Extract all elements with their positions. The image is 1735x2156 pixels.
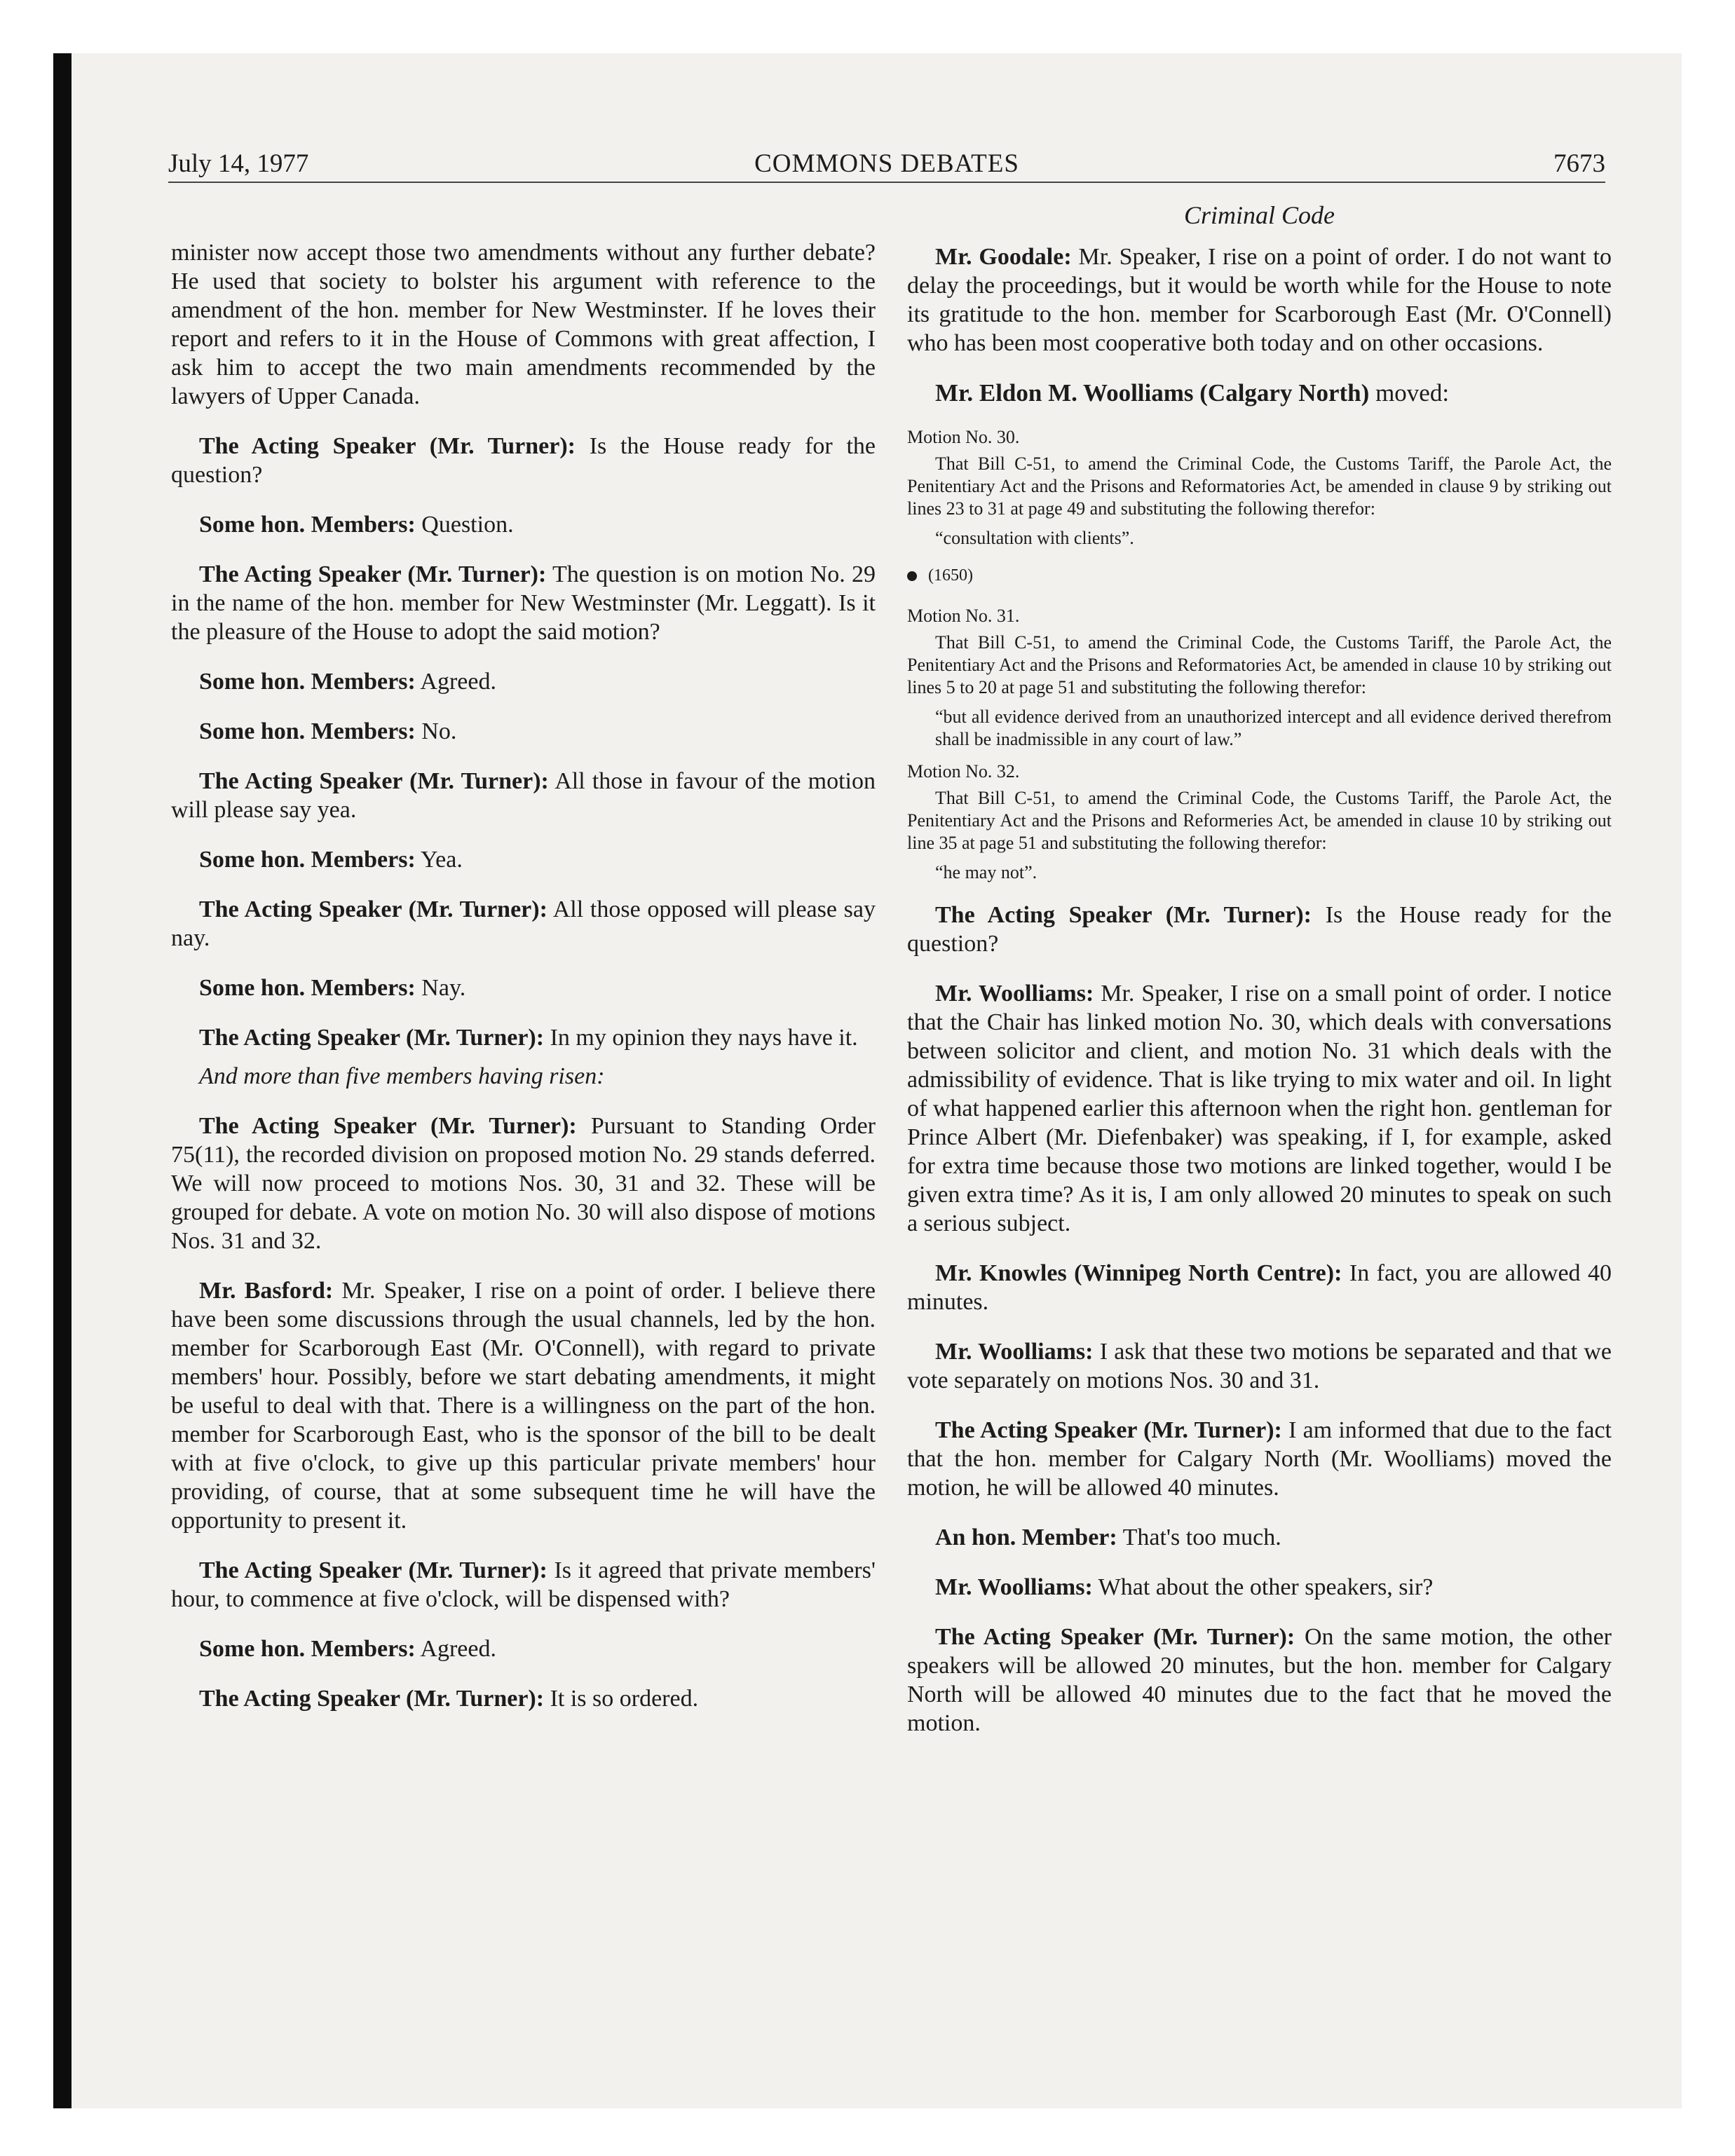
motion-number: Motion No. 32. [907, 761, 1020, 782]
paragraph [907, 1259, 1612, 1316]
paragraph [907, 1337, 1612, 1395]
paragraph [171, 1023, 876, 1052]
speaker-name: The Acting Speaker (Mr. Turner): [199, 896, 547, 922]
speech-text: I am informed that due to the fact that the hon. member for Calgary North (Mr. Woolliams) moved the motion, he will be allowed 40 minutes. [907, 1417, 1612, 1501]
speech-text: All those opposed will please say nay. [171, 896, 876, 951]
speech-text: It is so ordered. [544, 1686, 699, 1712]
binding-edge [53, 53, 72, 2108]
speaker-name: The Acting Speaker (Mr. Turner): [199, 1025, 545, 1051]
speech-text: Pursuant to Standing Order 75(11), the recorded division on proposed motion No. 29 stands deferred. We will now proceed to motions Nos. 30, 31 and 32. These will be grouped for debate. A vote on motion No. 30 will also dispose of motions Nos. 31 and 32. [171, 1113, 876, 1254]
speech-text: On the same motion, the other speakers will be allowed 20 minutes, but the hon. member for Calgary North will be allowed 40 minutes due to the fact that he moved the motion. [907, 1624, 1612, 1736]
time-marker-text: (1650) [928, 566, 973, 585]
speech-text: In my opinion they nays have it. [544, 1025, 858, 1051]
time-marker [907, 566, 1612, 585]
speaker-name: Mr. Woolliams: [935, 1339, 1094, 1365]
speaker-name: The Acting Speaker (Mr. Turner): [199, 768, 549, 794]
paragraph [171, 895, 876, 953]
motion-text: That Bill C-51, to amend the Criminal Code, the Customs Tariff, the Parole Act, the Penitentiary Act and the Prisons and Reformatories Act, be amended in clause 9 by striking out lines 23 to 31 at page 49 and substituting the following therefor: [907, 453, 1612, 519]
speaker-name: Some hon. Members: [199, 718, 416, 744]
speaker-name: Some hon. Members: [199, 1636, 416, 1662]
header-title: COMMONS DEBATES [754, 149, 1019, 178]
speech-text: Mr. Speaker, I rise on a small point of order. I notice that the Chair has linked motion No. 30, which deals with conversations between solicitor and client, and motion No. 31 which deals with the admissibility of evidence. That is like trying to mix water and oil. In light of what happened earlier this afternoon when the right hon. gentleman for Prince Albert (Mr. Diefenbaker) was speaking, if I, for example, asked for extra time because those two motions are linked together, would I be given extra time? As it is, I am only allowed 20 minutes to speak on such a serious subject. [907, 981, 1612, 1236]
speaker-name: Mr. Woolliams: [935, 1574, 1093, 1600]
paragraph [171, 845, 876, 874]
motion-text: That Bill C-51, to amend the Criminal Code, the Customs Tariff, the Parole Act, the Penitentiary Act and the Prisons and Reformatories Act, be amended in clause 10 by striking out lines 5 to 20 at page 51 and substituting the following therefor: [907, 632, 1612, 697]
speaker-name: Mr. Basford: [199, 1278, 334, 1304]
speech-text: No. [415, 718, 457, 744]
speaker-name: The Acting Speaker (Mr. Turner): [199, 1686, 545, 1712]
speech-text: What about the other speakers, sir? [1092, 1574, 1434, 1600]
motion-quote: “consultation with clients”. [935, 528, 1134, 548]
paragraph [907, 1416, 1612, 1502]
speech-text: Nay. [415, 975, 466, 1001]
bullet-icon [907, 571, 917, 581]
speaker-name: Some hon. Members: [199, 669, 416, 695]
speech-text: Agreed. [415, 1636, 496, 1662]
motion-quote: “he may not”. [935, 862, 1037, 882]
paragraph [171, 1635, 876, 1663]
paragraph [907, 901, 1612, 958]
motion-number: Motion No. 31. [907, 606, 1020, 626]
speaker-name: Mr. Goodale: [935, 244, 1072, 270]
header-page-number: 7673 [1553, 149, 1605, 178]
motion-number: Motion No. 30. [907, 427, 1020, 447]
motion-mover [907, 378, 1612, 408]
motion-quote: “but all evidence derived from an unauthorized intercept and all evidence derived therefrom shall be inadmissible in any court of law.” [935, 707, 1612, 749]
speaker-name: An hon. Member: [935, 1524, 1117, 1550]
speaker-name: Some hon. Members: [199, 975, 416, 1001]
speaker-name: The Acting Speaker (Mr. Turner): [199, 433, 576, 459]
speaker-name: The Acting Speaker (Mr. Turner): [935, 902, 1312, 928]
paragraph [171, 767, 876, 824]
speaker-name: The Acting Speaker (Mr. Turner): [199, 561, 547, 587]
speaker-name: Mr. Knowles (Winnipeg North Centre): [935, 1260, 1342, 1286]
left-column [171, 238, 876, 1734]
right-column [907, 200, 1612, 1759]
speech-text: In fact, you are allowed 40 minutes. [907, 1260, 1612, 1315]
speaker-name: The Acting Speaker (Mr. Turner): [935, 1417, 1282, 1443]
speech-text: moved: [1369, 379, 1450, 407]
speech-text: Is the House ready for the question? [171, 433, 876, 488]
paragraph [171, 432, 876, 489]
paragraph [907, 1523, 1612, 1552]
page-header [168, 149, 1605, 184]
speech-text: That's too much. [1117, 1524, 1281, 1550]
paragraph [171, 1112, 876, 1255]
speaker-name: Mr. Eldon M. Woolliams (Calgary North) [935, 379, 1370, 407]
paragraph [171, 1276, 876, 1535]
paragraph [907, 1573, 1612, 1602]
speech-text: Is it agreed that private members' hour, to commence at five o'clock, will be dispensed with? [171, 1557, 876, 1612]
paragraph [171, 974, 876, 1002]
speaker-name: Some hon. Members: [199, 512, 416, 538]
paragraph: minister now accept those two amendments without any further debate? He used that society to bolster his argument with reference to the amendment of the hon. member for New Westminster. If he loves their report and refers to it in the House of Commons with great affection, I ask him to accept the two main amendments recommended by the lawyers of Upper Canada. [171, 240, 876, 409]
speech-text: All those in favour of the motion will please say yea. [171, 768, 876, 823]
speaker-name: The Acting Speaker (Mr. Turner): [199, 1557, 547, 1583]
speech-text: Agreed. [415, 669, 496, 695]
speech-text: The question is on motion No. 29 in the name of the hon. member for New Westminster (Mr. Leggatt). Is it the pleasure of the House to adopt the said motion? [171, 561, 876, 645]
speaker-name: The Acting Speaker (Mr. Turner): [199, 1113, 577, 1139]
paragraph [907, 243, 1612, 357]
paragraph [171, 1684, 876, 1713]
section-title: Criminal Code [1183, 201, 1335, 229]
paragraph [171, 510, 876, 539]
speech-text: Yea. [415, 847, 463, 873]
paragraph [171, 667, 876, 696]
paragraph [907, 1623, 1612, 1738]
speaker-name: Mr. Woolliams: [935, 981, 1094, 1007]
speech-text: Question. [415, 512, 514, 538]
stage-direction: And more than five members having risen: [199, 1063, 605, 1089]
speech-text: I ask that these two motions be separated and that we vote separately on motions Nos. 30 and 31. [907, 1339, 1612, 1393]
header-rule [168, 182, 1605, 183]
header-date: July 14, 1977 [168, 149, 309, 178]
speech-text: Mr. Speaker, I rise on a point of order. I do not want to delay the proceedings, but it would be worth while for the House to note its gratitude to the hon. member for Scarborough East (Mr. O'Connell) who has been most cooperative both today and on other occasions. [907, 244, 1612, 356]
speech-text: Is the House ready for the question? [907, 902, 1612, 957]
speaker-name: Some hon. Members: [199, 847, 416, 873]
paragraph [907, 979, 1612, 1238]
paragraph [171, 560, 876, 646]
speaker-name: The Acting Speaker (Mr. Turner): [935, 1624, 1295, 1650]
motion-text: That Bill C-51, to amend the Criminal Code, the Customs Tariff, the Parole Act, the Penitentiary Act and the Prisons and Reformeries Act, be amended in clause 10 by striking out line 35 at page 51 and substituting the following therefor: [907, 788, 1612, 853]
paragraph [171, 1556, 876, 1613]
paragraph [171, 717, 876, 746]
speech-text: Mr. Speaker, I rise on a point of order. I believe there have been some discussions through the usual channels, led by the hon. member for Scarborough East (Mr. O'Connell), with regard to private members' hour. Possibly, before we start debating amendments, it might be useful to deal with that. There is a willingness on the part of the hon. member for Scarborough East, who is the sponsor of the bill to be dealt with at five o'clock, to give up this particular private members' hour providing, of course, that at some subsequent time he will have the opportunity to present it. [171, 1278, 876, 1534]
